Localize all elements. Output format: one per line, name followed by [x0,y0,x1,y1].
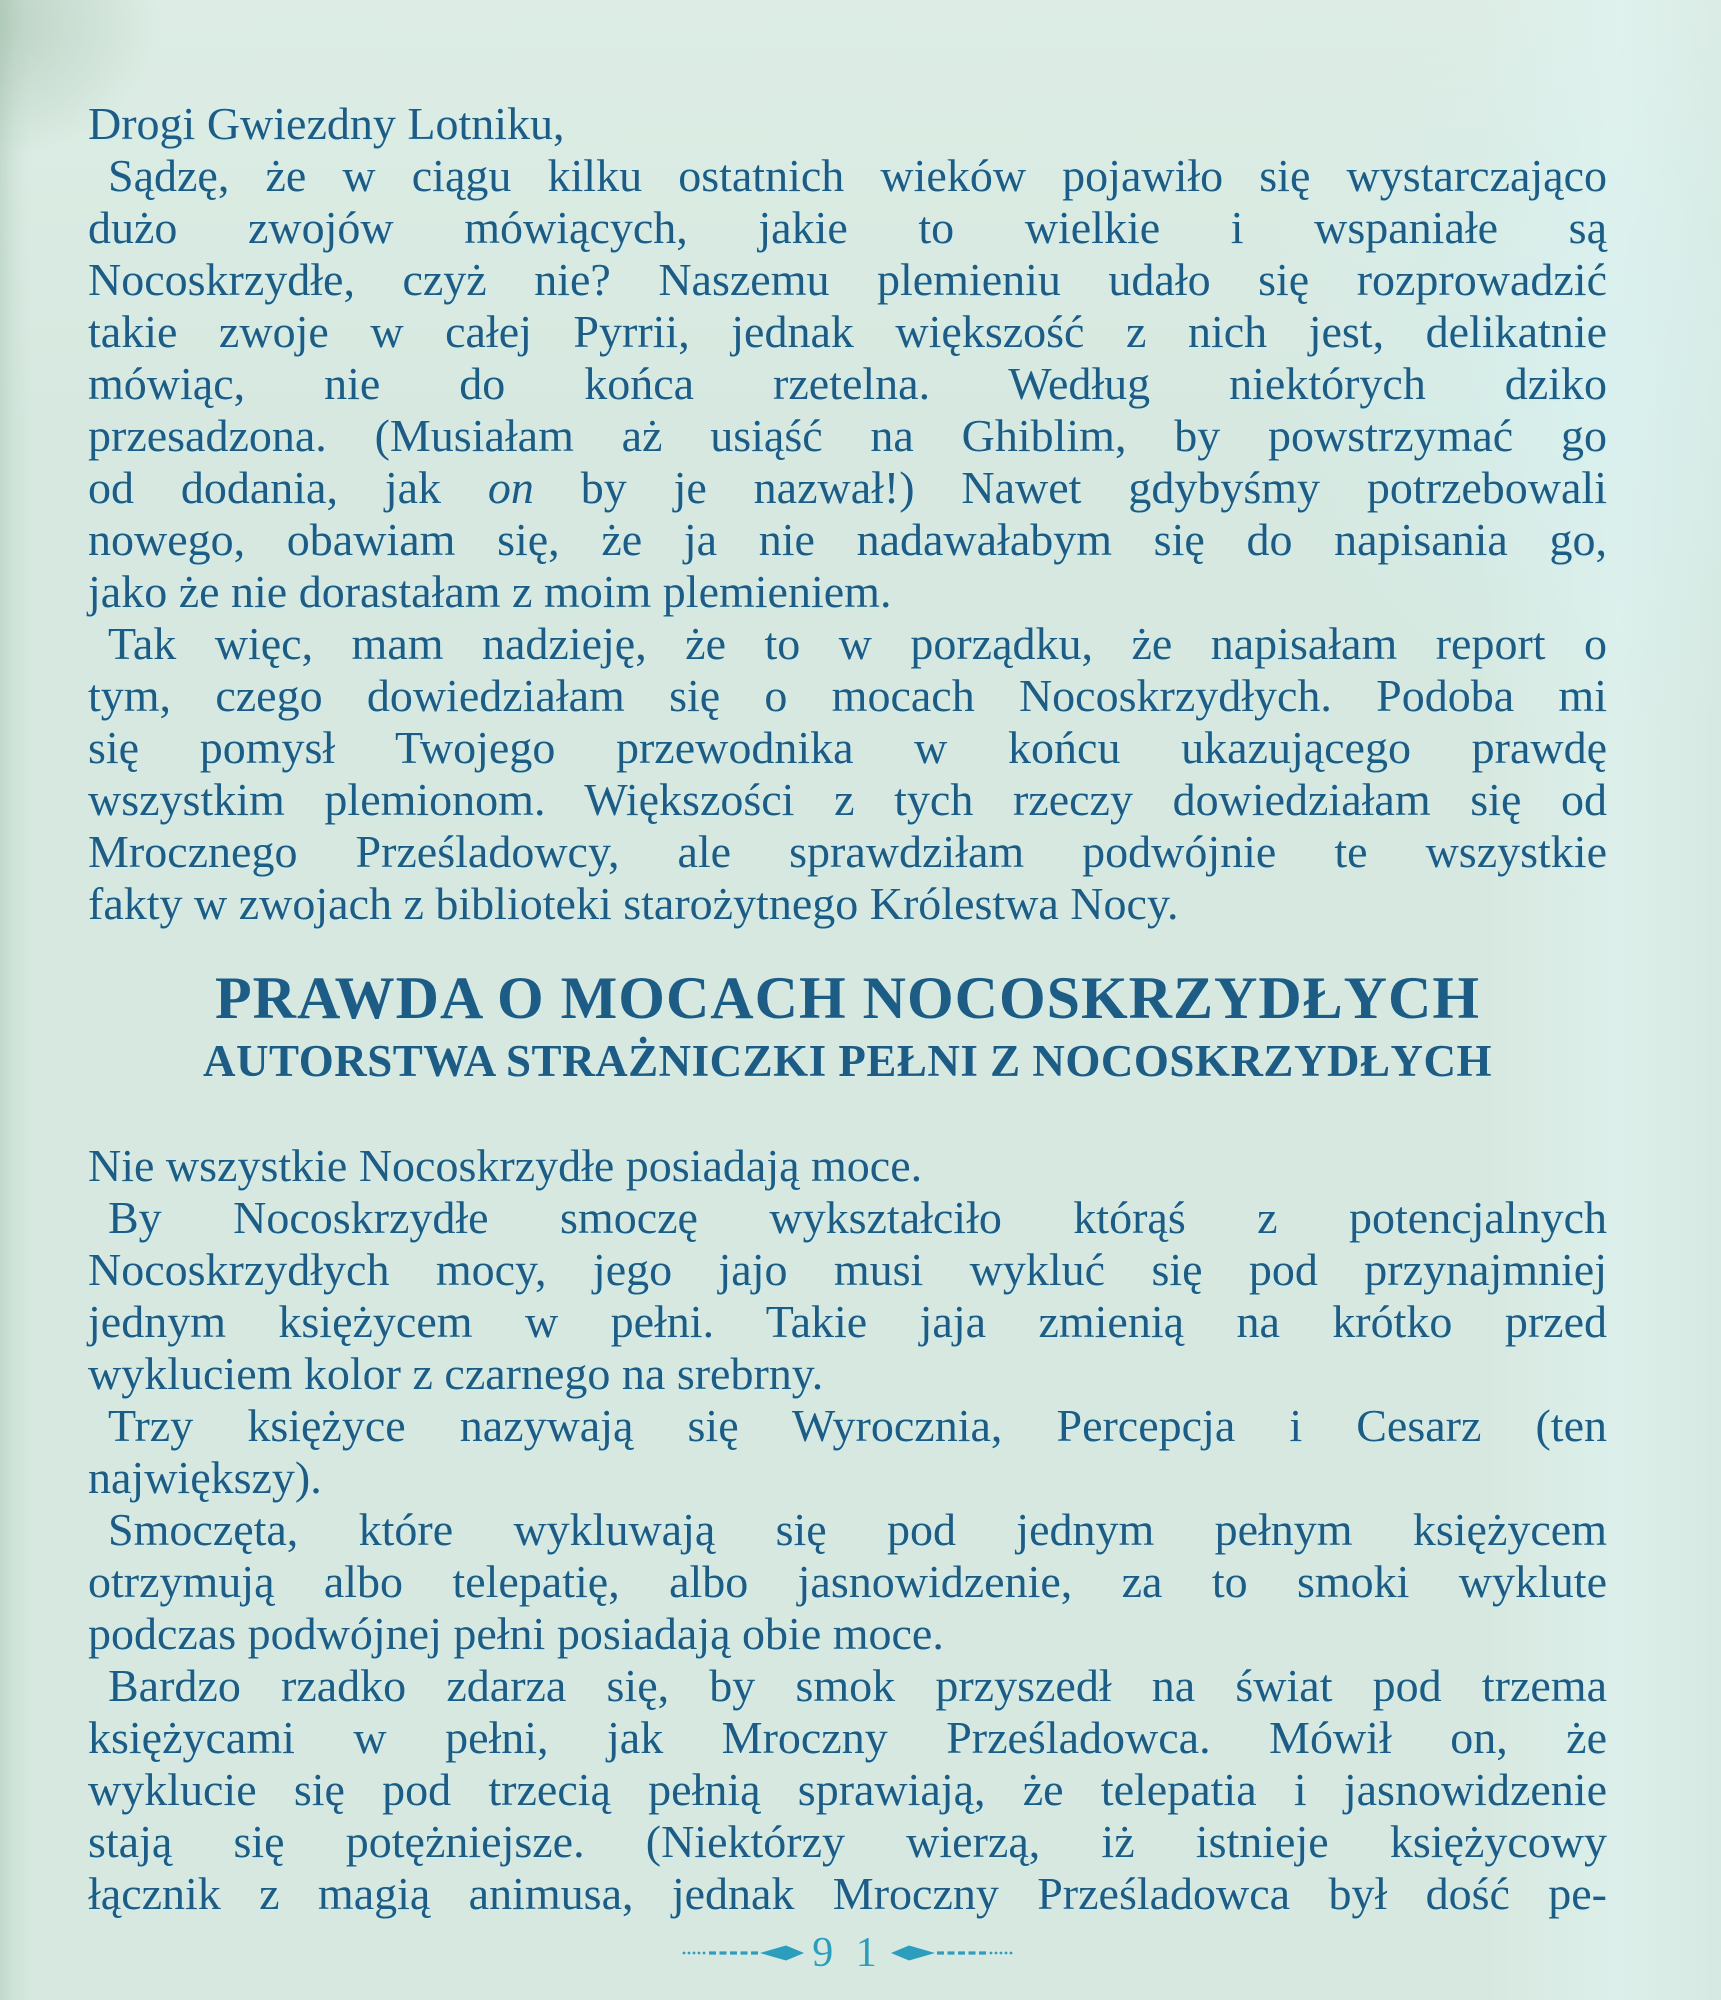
text-line [88,1296,1607,1348]
text-run: od dodania, jak [88,462,488,513]
text-line [88,618,1607,670]
text-line [88,306,1607,358]
paragraph [88,1400,1607,1504]
report-title: PRAWDA O MOCACH NOCOSKRZYDŁYCH [214,965,1481,1031]
text-line [88,774,1607,826]
text-run: jako że nie dorastałam z moim plemieniem. [88,566,892,617]
text-run: stają się potężniejsze. (Niektórzy wierzą, iż istnieje księżycowy [88,1816,1607,1867]
text-line [88,1764,1607,1816]
text-line [88,722,1607,774]
text-line [88,410,1607,462]
paragraph [88,150,1607,618]
text-run: łącznik z magią animusa, jednak Mroczny Prześladowca był dość pe- [88,1868,1607,1919]
text-run: Bardzo rzadko zdarza się, by smok przyszedł na świat pod trzema [108,1660,1607,1711]
text-line [88,670,1607,722]
text-line [88,150,1607,202]
text-run: jednym księżycem w pełni. Takie jaja zmienią na krótko przed [88,1296,1607,1347]
text-line [88,1400,1607,1452]
letter-section [88,98,1607,930]
text-run: Mrocznego Prześladowcy, ale sprawdziłam podwójnie te wszystkie [88,826,1607,877]
italic-text: on [487,462,534,513]
text-run: Sądzę, że w ciągu kilku ostatnich wieków pojawiło się wystarczająco [108,150,1607,201]
text-run: wyklucie się pod trzecią pełnią sprawiają, że telepatia i jasnowidzenie [88,1764,1607,1815]
page-footer [88,1932,1607,1974]
text-run: wszystkim plemionom. Większości z tych rzeczy dowiedziałam się od [88,774,1607,825]
report-author-subtitle: AUTORSTWA STRAŻNICZKI PEŁNI Z NOCOSKRZYDŁYCH [203,1036,1492,1086]
text-line [88,98,1607,150]
page-number: 9 1 [812,1930,883,1976]
text-line [88,1140,1607,1192]
text-run: by je nazwał!) Nawet gdybyśmy potrzebowali [533,462,1607,513]
text-run: takie zwoje w całej Pyrrii, jednak większość z nich jest, delikatnie [88,306,1607,357]
paragraph [88,1660,1607,1920]
text-run: przesadzona. (Musiałam aż usiąść na Ghiblim, by powstrzymać go [88,410,1607,461]
text-run: Trzy księżyce nazywają się Wyrocznia, Percepcja i Cesarz (ten [108,1400,1607,1451]
text-run: dużo zwojów mówiących, jakie to wielkie i wspaniałe są [88,202,1607,253]
paragraph [88,1192,1607,1400]
text-line [88,254,1607,306]
paragraph [88,98,1607,150]
text-line [88,566,1607,618]
text-run: otrzymują albo telepatię, albo jasnowidzenie, za to smoki wyklute [88,1556,1607,1607]
text-line [88,1244,1607,1296]
text-line [88,1660,1607,1712]
chapter-headings [88,966,1607,1086]
text-run: największy). [88,1452,322,1503]
text-block [88,98,1607,1974]
text-run: tym, czego dowiedziałam się o mocach Nocoskrzydłych. Podoba mi [88,670,1607,721]
text-run: wykluciem kolor z czarnego na srebrny. [88,1348,824,1399]
text-line [88,1192,1607,1244]
text-line [88,1452,1607,1504]
report-section [88,1140,1607,1920]
text-run: Nocoskrzydłych mocy, jego jajo musi wykluć się pod przynajmniej [88,1244,1607,1295]
text-run: Smoczęta, które wykluwają się pod jednym pełnym księżycem [108,1504,1607,1555]
text-run: Nocoskrzydłe, czyż nie? Naszemu plemieniu udało się rozprowadzić [88,254,1607,305]
text-line [88,1504,1607,1556]
paragraph [88,618,1607,930]
text-run: nowego, obawiam się, że ja nie nadawałabym się do napisania go, [88,514,1607,565]
text-line [88,1608,1607,1660]
text-run: mówiąc, nie do końca rzetelna. Według niektórych dziko [88,358,1607,409]
text-line [88,878,1607,930]
text-line [88,514,1607,566]
text-run: podczas podwójnej pełni posiadają obie moce. [88,1608,944,1659]
text-run: By Nocoskrzydłe smoczę wykształciło którąś z potencjalnych [108,1192,1607,1243]
paragraph [88,1140,1607,1192]
left-divider-ornament-icon [682,1944,804,1962]
text-run: księżycami w pełni, jak Mroczny Prześladowca. Mówił on, że [88,1712,1607,1763]
right-divider-ornament-icon [891,1944,1013,1962]
paragraph [88,1504,1607,1660]
text-line [88,202,1607,254]
text-line [88,462,1607,514]
text-line [88,358,1607,410]
text-run: fakty w zwojach z biblioteki starożytnego Królestwa Nocy. [88,878,1179,929]
text-line [88,1816,1607,1868]
text-line [88,1556,1607,1608]
text-line [88,1712,1607,1764]
text-run: Drogi Gwiezdny Lotniku, [88,98,565,149]
text-run: Tak więc, mam nadzieję, że to w porządku, że napisałam report o [108,618,1607,669]
text-run: Nie wszystkie Nocoskrzydłe posiadają moce. [88,1140,923,1191]
text-line [88,1348,1607,1400]
text-line [88,1868,1607,1920]
text-line [88,826,1607,878]
text-run: się pomysł Twojego przewodnika w końcu ukazującego prawdę [88,722,1607,773]
